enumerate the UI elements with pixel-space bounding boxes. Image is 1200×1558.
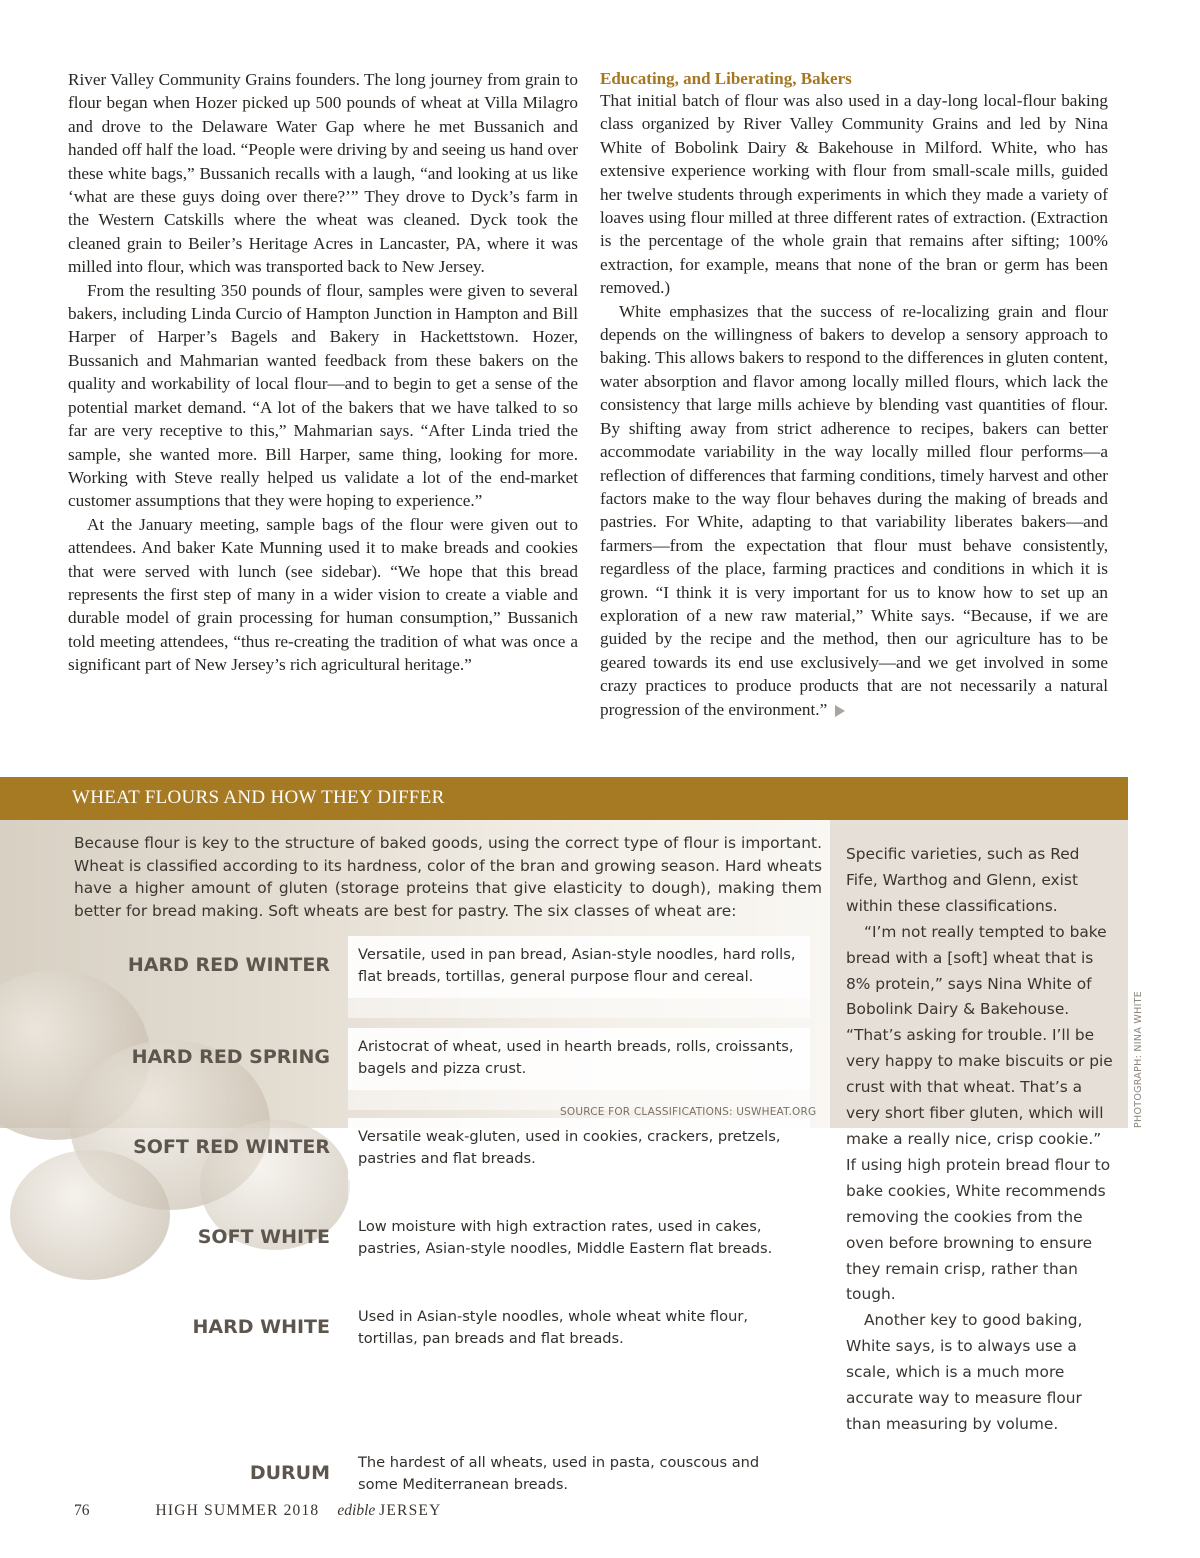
sidebar-paragraph: Another key to good baking, White says, is to always use a scale, which is a much more accurate way to measure flour than measuring by volume.: [846, 1311, 1083, 1433]
wheat-class-name: DURUM: [249, 1462, 330, 1484]
wheat-class-name: HARD RED SPRING: [131, 1046, 330, 1068]
article-right-column: [600, 68, 1108, 721]
page-footer: [74, 1502, 441, 1520]
magazine-edible: edible: [337, 1502, 376, 1519]
sidebar-paragraph: “I’m not really tempted to bake bread with a [soft] wheat that is 8% protein,” says Nina White of Bobolink Dairy & Bakehouse. “That’s asking for trouble. I’ll be very happy to make biscuits or pie crust with that wheat. That’s a very short fiber gluten, which will make a really nice, crisp cookie.” If using high protein bread flour to bake cookies, White recommends removing the cookies from the oven before browning to ensure they remain crisp, rather than tough.: [846, 922, 1113, 1304]
magazine-name: JERSEY: [379, 1502, 442, 1519]
wheat-class-name: SOFT RED WINTER: [133, 1136, 330, 1158]
sidebar-title: WHEAT FLOURS AND HOW THEY DIFFER: [72, 787, 445, 808]
sidebar-banner: [0, 777, 1128, 820]
sidebar-paragraph: Specific varieties, such as Red Fife, Warthog and Glenn, exist within these classifications.: [846, 845, 1080, 915]
row-divider: [348, 998, 810, 1018]
row-divider: [348, 1270, 810, 1290]
wheat-class-row: [0, 930, 830, 1018]
article-paragraph-text: White emphasizes that the success of re-localizing grain and flour depends on the willingness of bakers to develop a sensory approach to baking. This allows bakers to respond to the differences in gluten content, water absorption and flavor among locally milled flours, which lack the consistency that large mills achieve by blending vast quantities of flour. By shifting away from strict adherence to recipes, bakers can better accommodate variability in the way locally milled flour performs—a reflection of differences that farming conditions, timely harvest and other factors make to the way flour behaves during the making of breads and pastries. For White, adapting to that variability liberates bakers—and farmers—from the expectation that flour must behave consistently, regardless of the place, farming practices and conditions in which it is grown. “I think it is very important for us to know how to set up an exploration of a new raw material,” White says. “Because, if we are guided by the recipe and the method, then our agriculture has to be geared towards its end use exclusively—and we get involved in some crazy practices to produce products that are not necessarily a natural progression of the environment.”: [600, 301, 1108, 719]
continue-arrow-icon: [835, 705, 845, 717]
sidebar-quote-text: [846, 842, 1116, 1438]
article-paragraph: [600, 300, 1108, 721]
wheat-class-description: Versatile weak-gluten, used in cookies, crackers, pretzels, pastries and flat breads.: [348, 1118, 810, 1180]
wheat-class-description: Used in Asian-style noodles, whole wheat white flour, tortillas, pan breads and flat breads.: [348, 1298, 810, 1360]
article-paragraph: From the resulting 350 pounds of flour, samples were given to several bakers, including Linda Curcio of Hampton Junction in Hampton and Bill Harper of Harper’s Bagels and Bakery in Hackettstown. Hozer, Bussanich and Mahmarian wanted feedback from these bakers on the quality and workability of local flour—and to begin to get a sense of the potential market demand. “A lot of the bakers that we have talked to so far are very receptive to this,” Mahmarian says. “After Linda tried the sample, she wanted more. Bill Harper, same thing, looking for more. Working with Steve really helped us validate a lot of the end-market customer assumptions that they were hoping to experience.”: [68, 280, 578, 511]
photo-credit-text: PHOTOGRAPH: NINA WHITE: [1133, 990, 1144, 1128]
wheat-class-row: [0, 1022, 830, 1110]
photo-credit: [1133, 990, 1147, 1142]
wheat-class-description: The hardest of all wheats, used in pasta, couscous and some Mediterranean breads.: [348, 1444, 810, 1506]
wheat-class-description: Low moisture with high extraction rates, used in cakes, pastries, Asian-style noodles, Middle Eastern flat breads.: [348, 1208, 810, 1270]
wheat-class-row: [0, 1292, 830, 1380]
wheat-class-description: Versatile, used in pan bread, Asian-style noodles, hard rolls, flat breads, tortillas, general purpose flour and cereal.: [348, 936, 810, 998]
source-note: SOURCE FOR CLASSIFICATIONS: USWHEAT.ORG: [560, 1106, 817, 1118]
article-paragraph: River Valley Community Grains founders. The long journey from grain to flour began when Hozer picked up 500 pounds of wheat at Villa Milagro and drove to the Delaware Water Gap where he met Bussanich and handed off half the load. “People were driving by and seeing us hand over these white bags,” Bussanich recalls with a laugh, “and looking at us like ‘what are these guys doing over there?’” They drove to Dyck’s farm in the Western Catskills where the wheat was cleaned. Dyck took the cleaned grain to Beiler’s Heritage Acres in Lancaster, PA, where it was milled into flour, which was transported back to New Jersey.: [68, 70, 578, 277]
wheat-class-name: HARD RED WINTER: [127, 954, 330, 976]
wheat-class-description: Aristocrat of wheat, used in hearth breads, rolls, croissants, bagels and pizza crust.: [348, 1028, 810, 1090]
row-divider: [348, 1180, 810, 1200]
page-number: 76: [74, 1502, 90, 1519]
article-paragraph: At the January meeting, sample bags of the flour were given out to attendees. And baker Kate Munning used it to make breads and cookies that were served with lunch (see sidebar). “We hope that this bread represents the first step of many in a wider vision to create a viable and durable model of grain processing for human consumption,” Bussanich told meeting attendees, “thus re-creating the tradition of what was once a significant part of New Jersey’s rich agricultural heritage.”: [68, 514, 578, 675]
issue-label: HIGH SUMMER 2018: [155, 1502, 320, 1519]
row-divider: [348, 1360, 810, 1380]
article-paragraph: That initial batch of flour was also used in a day-long local-flour baking class organized by River Valley Community Grains and led by Nina White of Bobolink Dairy & Bakehouse in Milford. White, who has extensive experience working with flour from small-scale mills, guided her twelve students through experiments in which they made a variety of loaves using flour milled at three different rates of extraction. (Extraction is the percentage of the whole grain that remains after sifting; 100% extraction, for example, means that none of the bran or germ has been removed.): [600, 91, 1108, 298]
section-heading: Educating, and Liberating, Bakers: [600, 69, 852, 88]
wheat-class-name: HARD WHITE: [192, 1316, 330, 1338]
wheat-class-row: [0, 1202, 830, 1290]
wheat-class-row: [0, 1112, 830, 1200]
sidebar-intro: Because flour is key to the structure of baked goods, using the correct type of flour is important. Wheat is classified according to its hardness, color of the bran and growing season. Hard wheats have a higher amount of gluten (storage proteins that give elasticity to dough), making them better for bread making. Soft wheats are best for pastry. The six classes of wheat are:: [74, 834, 822, 920]
article-left-column: [68, 68, 578, 677]
wheat-class-name: SOFT WHITE: [197, 1226, 330, 1248]
